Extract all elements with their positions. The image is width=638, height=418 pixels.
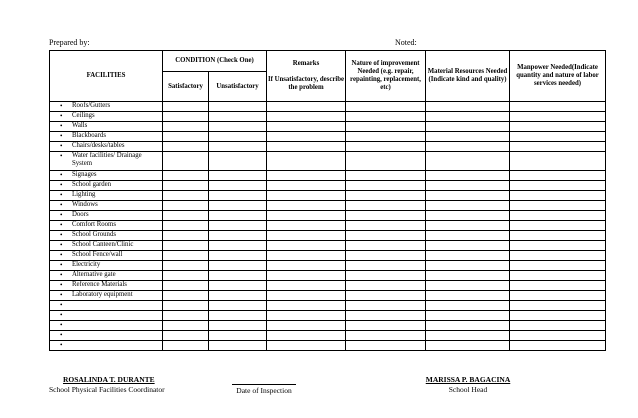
blank-cell[interactable] bbox=[267, 281, 346, 291]
blank-cell[interactable] bbox=[346, 271, 426, 281]
facility-cell bbox=[50, 112, 163, 122]
facility-label: Signages bbox=[72, 171, 97, 178]
facility-cell bbox=[50, 171, 163, 181]
bullet-icon: • bbox=[60, 291, 63, 299]
bullet-icon: • bbox=[60, 321, 63, 329]
facility-label: School Grounds bbox=[72, 231, 116, 238]
facility-label: School garden bbox=[72, 181, 112, 188]
blank-cell[interactable] bbox=[209, 112, 267, 122]
blank-cell[interactable] bbox=[426, 102, 510, 112]
facility-label: Doors bbox=[72, 211, 89, 218]
bullet-icon: • bbox=[60, 152, 63, 160]
blank-cell[interactable] bbox=[209, 181, 267, 191]
header-unsatisfactory: Unsatisfactory bbox=[209, 72, 267, 102]
facility-label: Comfort Rooms bbox=[72, 221, 116, 228]
facility-cell bbox=[50, 231, 163, 241]
coordinator-signature bbox=[49, 375, 177, 394]
blank-cell[interactable] bbox=[510, 291, 606, 301]
table-row bbox=[50, 311, 606, 321]
blank-cell[interactable] bbox=[267, 122, 346, 132]
blank-cell[interactable] bbox=[163, 301, 209, 311]
blank-cell[interactable] bbox=[163, 231, 209, 241]
facility-label: Electricity bbox=[72, 261, 101, 268]
header-remarks-sub: If Unsatisfactory, describe the problem bbox=[267, 76, 345, 91]
blank-cell[interactable] bbox=[346, 102, 426, 112]
blank-cell[interactable] bbox=[346, 281, 426, 291]
blank-cell[interactable] bbox=[510, 191, 606, 201]
blank-cell[interactable] bbox=[267, 271, 346, 281]
header-material: Material Resources Needed (Indicate kind and quality) bbox=[426, 51, 510, 102]
blank-cell[interactable] bbox=[163, 181, 209, 191]
blank-cell[interactable] bbox=[267, 142, 346, 152]
blank-cell[interactable] bbox=[346, 221, 426, 231]
table-row bbox=[50, 181, 606, 191]
blank-cell[interactable] bbox=[267, 132, 346, 142]
blank-cell[interactable] bbox=[267, 251, 346, 261]
blank-cell[interactable] bbox=[209, 152, 267, 171]
blank-cell[interactable] bbox=[510, 221, 606, 231]
blank-cell[interactable] bbox=[426, 221, 510, 231]
blank-cell[interactable] bbox=[346, 132, 426, 142]
blank-cell[interactable] bbox=[209, 341, 267, 351]
table-row bbox=[50, 171, 606, 181]
blank-cell[interactable] bbox=[510, 122, 606, 132]
blank-cell[interactable] bbox=[426, 321, 510, 331]
facility-label: Blackboards bbox=[72, 132, 106, 139]
blank-cell[interactable] bbox=[426, 311, 510, 321]
blank-cell[interactable] bbox=[209, 331, 267, 341]
facility-label: Water facilities/ Drainage System bbox=[72, 152, 142, 167]
bullet-icon: • bbox=[60, 231, 63, 239]
table-row bbox=[50, 132, 606, 142]
date-of-inspection bbox=[232, 375, 296, 395]
facility-cell bbox=[50, 341, 163, 351]
blank-cell[interactable] bbox=[426, 112, 510, 122]
facility-cell bbox=[50, 281, 163, 291]
date-label: Date of Inspection bbox=[236, 386, 292, 395]
blank-cell[interactable] bbox=[267, 201, 346, 211]
blank-cell[interactable] bbox=[267, 211, 346, 221]
facility-label: Walls bbox=[72, 122, 88, 129]
blank-cell[interactable] bbox=[510, 241, 606, 251]
blank-cell[interactable] bbox=[163, 191, 209, 201]
blank-cell[interactable] bbox=[346, 171, 426, 181]
table-row bbox=[50, 241, 606, 251]
facility-cell bbox=[50, 142, 163, 152]
blank-cell[interactable] bbox=[209, 211, 267, 221]
bullet-icon: • bbox=[60, 311, 63, 319]
blank-cell[interactable] bbox=[426, 211, 510, 221]
blank-cell[interactable] bbox=[510, 102, 606, 112]
blank-cell[interactable] bbox=[267, 102, 346, 112]
facility-cell bbox=[50, 311, 163, 321]
facility-cell bbox=[50, 211, 163, 221]
blank-cell[interactable] bbox=[426, 281, 510, 291]
blank-cell[interactable] bbox=[346, 211, 426, 221]
blank-cell[interactable] bbox=[209, 201, 267, 211]
blank-cell[interactable] bbox=[267, 291, 346, 301]
table-row bbox=[50, 251, 606, 261]
blank-cell[interactable] bbox=[209, 271, 267, 281]
facility-cell bbox=[50, 201, 163, 211]
blank-cell[interactable] bbox=[426, 301, 510, 311]
facility-cell bbox=[50, 261, 163, 271]
blank-cell[interactable] bbox=[510, 341, 606, 351]
table-row bbox=[50, 281, 606, 291]
prepared-by-label: Prepared by: bbox=[49, 38, 90, 47]
blank-cell[interactable] bbox=[163, 291, 209, 301]
blank-cell[interactable] bbox=[209, 171, 267, 181]
blank-cell[interactable] bbox=[426, 291, 510, 301]
table-row bbox=[50, 261, 606, 271]
blank-cell[interactable] bbox=[510, 301, 606, 311]
bullet-icon: • bbox=[60, 191, 63, 199]
blank-cell[interactable] bbox=[209, 102, 267, 112]
blank-cell[interactable] bbox=[163, 132, 209, 142]
blank-cell[interactable] bbox=[163, 271, 209, 281]
blank-cell[interactable] bbox=[163, 321, 209, 331]
bullet-icon: • bbox=[60, 271, 63, 279]
facility-cell bbox=[50, 102, 163, 112]
blank-cell[interactable] bbox=[346, 231, 426, 241]
blank-cell[interactable] bbox=[510, 271, 606, 281]
blank-cell[interactable] bbox=[510, 211, 606, 221]
blank-cell[interactable] bbox=[163, 211, 209, 221]
blank-cell[interactable] bbox=[426, 271, 510, 281]
table-row bbox=[50, 341, 606, 351]
blank-cell[interactable] bbox=[346, 291, 426, 301]
table-row bbox=[50, 191, 606, 201]
facility-cell bbox=[50, 271, 163, 281]
table-row bbox=[50, 301, 606, 311]
facility-cell bbox=[50, 221, 163, 231]
blank-cell[interactable] bbox=[426, 122, 510, 132]
blank-cell[interactable] bbox=[163, 112, 209, 122]
blank-cell[interactable] bbox=[209, 261, 267, 271]
table-row bbox=[50, 221, 606, 231]
blank-cell[interactable] bbox=[163, 201, 209, 211]
bullet-icon: • bbox=[60, 301, 63, 309]
blank-cell[interactable] bbox=[510, 171, 606, 181]
blank-cell[interactable] bbox=[267, 301, 346, 311]
blank-cell[interactable] bbox=[510, 251, 606, 261]
blank-cell[interactable] bbox=[510, 331, 606, 341]
blank-cell[interactable] bbox=[163, 261, 209, 271]
bullet-icon: • bbox=[60, 281, 63, 289]
blank-cell[interactable] bbox=[209, 191, 267, 201]
bullet-icon: • bbox=[60, 171, 63, 179]
blank-cell[interactable] bbox=[426, 201, 510, 211]
bullet-icon: • bbox=[60, 241, 63, 249]
date-line bbox=[232, 375, 296, 385]
blank-cell[interactable] bbox=[346, 341, 426, 351]
blank-cell[interactable] bbox=[346, 112, 426, 122]
header-condition: CONDITION (Check One) bbox=[163, 51, 267, 72]
blank-cell[interactable] bbox=[510, 261, 606, 271]
blank-cell[interactable] bbox=[163, 331, 209, 341]
blank-cell[interactable] bbox=[267, 331, 346, 341]
facility-cell bbox=[50, 251, 163, 261]
blank-cell[interactable] bbox=[209, 241, 267, 251]
blank-cell[interactable] bbox=[267, 152, 346, 171]
bullet-icon: • bbox=[60, 211, 63, 219]
bullet-icon: • bbox=[60, 112, 63, 120]
blank-cell[interactable] bbox=[267, 241, 346, 251]
bullet-icon: • bbox=[60, 331, 63, 339]
blank-cell[interactable] bbox=[267, 112, 346, 122]
table-row bbox=[50, 271, 606, 281]
table-row bbox=[50, 321, 606, 331]
blank-cell[interactable] bbox=[346, 201, 426, 211]
table-row bbox=[50, 291, 606, 301]
blank-cell[interactable] bbox=[426, 331, 510, 341]
blank-cell[interactable] bbox=[163, 311, 209, 321]
header-remarks-title: Remarks bbox=[292, 60, 320, 67]
blank-cell[interactable] bbox=[346, 251, 426, 261]
blank-cell[interactable] bbox=[426, 251, 510, 261]
facility-label: Ceilings bbox=[72, 112, 95, 119]
table-row bbox=[50, 122, 606, 132]
blank-cell[interactable] bbox=[163, 171, 209, 181]
bullet-icon: • bbox=[60, 122, 63, 130]
bullet-icon: • bbox=[60, 221, 63, 229]
noted-label: Noted: bbox=[395, 38, 417, 47]
header-satisfactory: Satisfactory bbox=[163, 72, 209, 102]
blank-cell[interactable] bbox=[163, 241, 209, 251]
head-signature bbox=[392, 375, 544, 394]
blank-cell[interactable] bbox=[267, 321, 346, 331]
blank-cell[interactable] bbox=[267, 341, 346, 351]
blank-cell[interactable] bbox=[510, 281, 606, 291]
facility-label: School Fence/wall bbox=[72, 251, 123, 258]
table-row bbox=[50, 331, 606, 341]
blank-cell[interactable] bbox=[346, 321, 426, 331]
blank-cell[interactable] bbox=[510, 201, 606, 211]
blank-cell[interactable] bbox=[426, 142, 510, 152]
blank-cell[interactable] bbox=[267, 231, 346, 241]
table-row bbox=[50, 102, 606, 112]
blank-cell[interactable] bbox=[346, 181, 426, 191]
facility-cell bbox=[50, 291, 163, 301]
blank-cell[interactable] bbox=[267, 171, 346, 181]
blank-cell[interactable] bbox=[163, 251, 209, 261]
blank-cell[interactable] bbox=[209, 142, 267, 152]
blank-cell[interactable] bbox=[163, 281, 209, 291]
head-name: MARISSA P. BAGACINA bbox=[425, 375, 511, 384]
blank-cell[interactable] bbox=[209, 291, 267, 301]
facility-label: School Canteen/Clinic bbox=[72, 241, 134, 248]
blank-cell[interactable] bbox=[426, 341, 510, 351]
facility-cell bbox=[50, 191, 163, 201]
blank-cell[interactable] bbox=[209, 122, 267, 132]
blank-cell[interactable] bbox=[346, 301, 426, 311]
blank-cell[interactable] bbox=[209, 301, 267, 311]
table-body bbox=[50, 102, 606, 351]
facility-label: Chairs/desks/tables bbox=[72, 142, 125, 149]
blank-cell[interactable] bbox=[346, 331, 426, 341]
facility-cell bbox=[50, 331, 163, 341]
blank-cell[interactable] bbox=[209, 221, 267, 231]
blank-cell[interactable] bbox=[267, 311, 346, 321]
facility-cell bbox=[50, 181, 163, 191]
bullet-icon: • bbox=[60, 261, 63, 269]
blank-cell[interactable] bbox=[510, 181, 606, 191]
blank-cell[interactable] bbox=[209, 321, 267, 331]
blank-cell[interactable] bbox=[346, 142, 426, 152]
blank-cell[interactable] bbox=[510, 112, 606, 122]
header-remarks bbox=[267, 51, 346, 102]
blank-cell[interactable] bbox=[267, 181, 346, 191]
blank-cell[interactable] bbox=[163, 341, 209, 351]
blank-cell[interactable] bbox=[163, 152, 209, 171]
blank-cell[interactable] bbox=[426, 152, 510, 171]
bullet-icon: • bbox=[60, 201, 63, 209]
blank-cell[interactable] bbox=[209, 281, 267, 291]
blank-cell[interactable] bbox=[510, 321, 606, 331]
coordinator-name: ROSALINDA T. DURANTE bbox=[63, 375, 155, 384]
bullet-icon: • bbox=[60, 132, 63, 140]
blank-cell[interactable] bbox=[510, 311, 606, 321]
blank-cell[interactable] bbox=[426, 261, 510, 271]
blank-cell[interactable] bbox=[510, 142, 606, 152]
table-row bbox=[50, 112, 606, 122]
facility-label: Roofs/Gutters bbox=[72, 102, 111, 109]
blank-cell[interactable] bbox=[346, 241, 426, 251]
header-nature: Nature of improvement Needed (e.g. repair, repainting, replacement, etc) bbox=[346, 51, 426, 102]
header-manpower: Manpower Needed(Indicate quantity and nature of labor services needed) bbox=[510, 51, 606, 102]
blank-cell[interactable] bbox=[163, 102, 209, 112]
blank-cell[interactable] bbox=[426, 191, 510, 201]
blank-cell[interactable] bbox=[426, 132, 510, 142]
bullet-icon: • bbox=[60, 142, 63, 150]
blank-cell[interactable] bbox=[510, 152, 606, 171]
blank-cell[interactable] bbox=[209, 231, 267, 241]
table-row bbox=[50, 142, 606, 152]
facility-label: Lighting bbox=[72, 191, 96, 198]
blank-cell[interactable] bbox=[163, 122, 209, 132]
facility-cell bbox=[50, 321, 163, 331]
blank-cell[interactable] bbox=[346, 261, 426, 271]
coordinator-title: School Physical Facilities Coordinator bbox=[49, 385, 165, 394]
facility-cell bbox=[50, 152, 163, 171]
blank-cell[interactable] bbox=[267, 261, 346, 271]
blank-cell[interactable] bbox=[426, 171, 510, 181]
blank-cell[interactable] bbox=[163, 142, 209, 152]
blank-cell[interactable] bbox=[426, 181, 510, 191]
blank-cell[interactable] bbox=[267, 191, 346, 201]
blank-cell[interactable] bbox=[346, 122, 426, 132]
blank-cell[interactable] bbox=[209, 311, 267, 321]
head-title: School Head bbox=[448, 385, 488, 394]
blank-cell[interactable] bbox=[346, 311, 426, 321]
blank-cell[interactable] bbox=[346, 191, 426, 201]
table-row bbox=[50, 211, 606, 221]
facility-cell bbox=[50, 132, 163, 142]
blank-cell[interactable] bbox=[346, 152, 426, 171]
blank-cell[interactable] bbox=[209, 132, 267, 142]
table-row bbox=[50, 152, 606, 171]
facilities-inspection-table bbox=[49, 50, 606, 351]
bullet-icon: • bbox=[60, 251, 63, 259]
facility-cell bbox=[50, 122, 163, 132]
blank-cell[interactable] bbox=[267, 221, 346, 231]
table-row bbox=[50, 231, 606, 241]
bullet-icon: • bbox=[60, 102, 63, 110]
blank-cell[interactable] bbox=[510, 231, 606, 241]
blank-cell[interactable] bbox=[163, 221, 209, 231]
blank-cell[interactable] bbox=[209, 251, 267, 261]
bullet-icon: • bbox=[60, 341, 63, 349]
facility-label: Laboratory equipment bbox=[72, 291, 133, 298]
facility-cell bbox=[50, 241, 163, 251]
header-facilities: FACILITIES bbox=[50, 51, 163, 102]
blank-cell[interactable] bbox=[510, 132, 606, 142]
blank-cell[interactable] bbox=[426, 241, 510, 251]
facility-label: Alternative gate bbox=[72, 271, 116, 278]
table-row bbox=[50, 201, 606, 211]
blank-cell[interactable] bbox=[426, 231, 510, 241]
bullet-icon: • bbox=[60, 181, 63, 189]
facility-label: Reference Materials bbox=[72, 281, 127, 288]
facility-cell bbox=[50, 301, 163, 311]
facility-label: Windows bbox=[72, 201, 98, 208]
